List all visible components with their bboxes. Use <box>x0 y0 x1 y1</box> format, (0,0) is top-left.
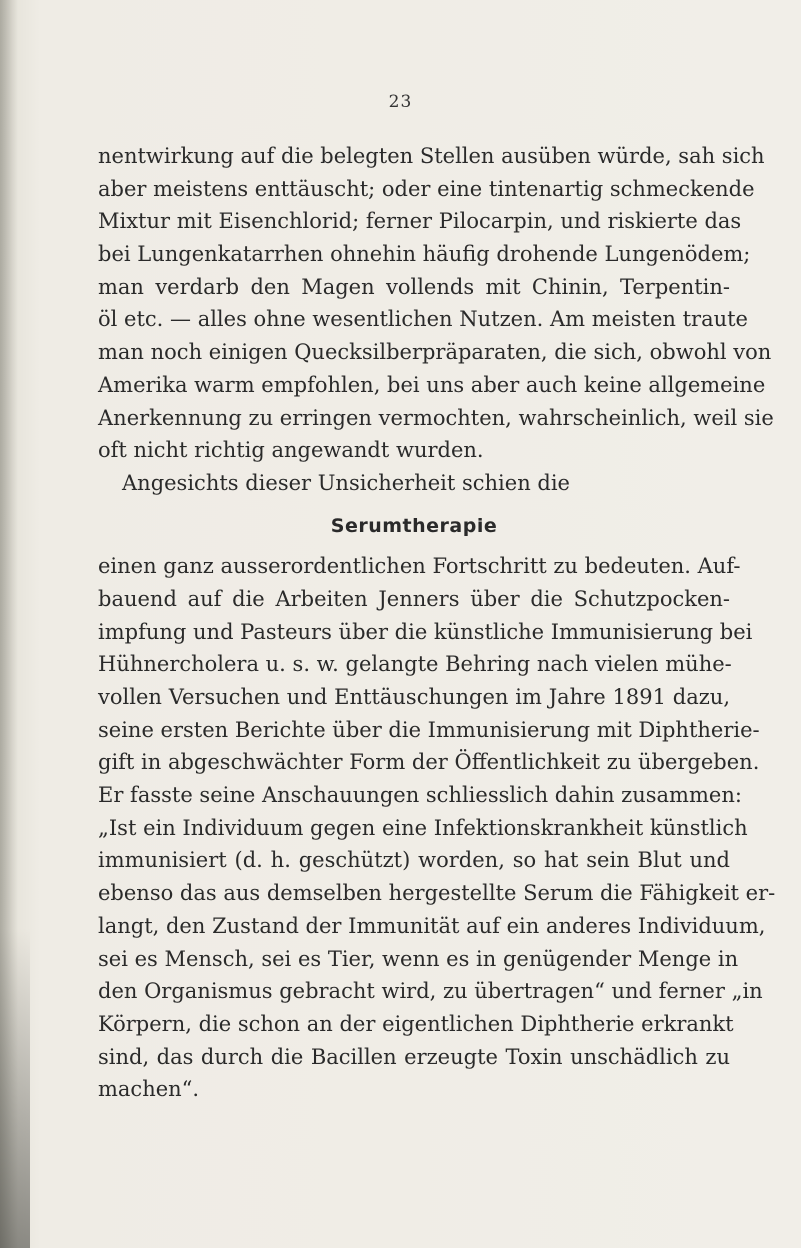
page-number: 23 <box>388 92 413 112</box>
text-line: sei es Mensch, sei es Tier, wenn es in genügender Menge in <box>98 946 739 971</box>
section-heading: Serumtherapie <box>330 514 498 537</box>
text-line: Mixtur mit Eisenchlorid; ferner Pilocarpin, und riskierte das <box>98 209 742 234</box>
text-line: Amerika warm empfohlen, bei uns aber auch keine allgemeine <box>98 372 766 397</box>
text-line: impfung und Pasteurs über die künstliche Immunisierung bei <box>98 619 753 644</box>
text-line: öl etc. — alles ohne wesentlichen Nutzen. Am meisten traute <box>98 307 748 332</box>
text-line: den Organismus gebracht wird, zu übertragen“ und ferner „in <box>98 979 763 1004</box>
text-line: aber meistens enttäuscht; oder eine tintenartig schmeckende <box>98 176 755 201</box>
text-line: Anerkennung zu erringen vermochten, wahrscheinlich, weil sie <box>98 405 774 430</box>
text-line: nentwirkung auf die belegten Stellen ausüben würde, sah sich <box>98 144 765 168</box>
paragraph-3 <box>98 550 776 1106</box>
text-line: machen“. <box>98 1077 200 1102</box>
text-line: bauend auf die Arbeiten Jenners über die Schutzpocken- <box>98 586 730 611</box>
text-line: Hühnercholera u. s. w. gelangte Behring nach vielen mühe- <box>98 652 732 677</box>
text-line: langt, den Zustand der Immunität auf ein anderes Individuum, <box>98 913 766 938</box>
body-text <box>98 140 776 1106</box>
text-line: oft nicht richtig angewandt wurden. <box>98 438 484 463</box>
text-line: vollen Versuchen und Enttäuschungen im Jahre 1891 dazu, <box>98 685 730 709</box>
page-corner-shadow <box>0 928 30 1248</box>
text-line: immunisiert (d. h. geschützt) worden, so hat sein Blut und <box>98 848 730 873</box>
text-line: seine ersten Berichte über die Immunisierung mit Diphtherie- <box>98 717 760 742</box>
text-line: einen ganz ausserordentlichen Fortschritt zu bedeuten. Auf- <box>98 554 741 579</box>
text-line: Körpern, die schon an der eigentlichen Diphtherie erkrankt <box>98 1011 734 1036</box>
paragraph-2-intro: Angesichts dieser Unsicherheit schien die <box>122 470 570 495</box>
text-line: „Ist ein Individuum gegen eine Infektionskrankheit künstlich <box>98 815 748 840</box>
text-line: sind, das durch die Bacillen erzeugte Toxin unschädlich zu <box>98 1044 730 1069</box>
text-line: bei Lungenkatarrhen ohnehin häufig drohende Lungenödem; <box>98 242 751 267</box>
text-line: Er fasste seine Anschauungen schliesslich dahin zusammen: <box>98 783 742 808</box>
text-line: ebenso das aus demselben hergestellte Serum die Fähigkeit er- <box>98 881 776 906</box>
paragraph-1 <box>98 140 774 467</box>
text-line: gift in abgeschwächter Form der Öffentlichkeit zu übergeben. <box>98 750 760 775</box>
text-line: man noch einigen Quecksilberpräparaten, die sich, obwohl von <box>98 340 772 365</box>
text-line: man verdarb den Magen vollends mit Chinin, Terpentin- <box>98 274 730 299</box>
